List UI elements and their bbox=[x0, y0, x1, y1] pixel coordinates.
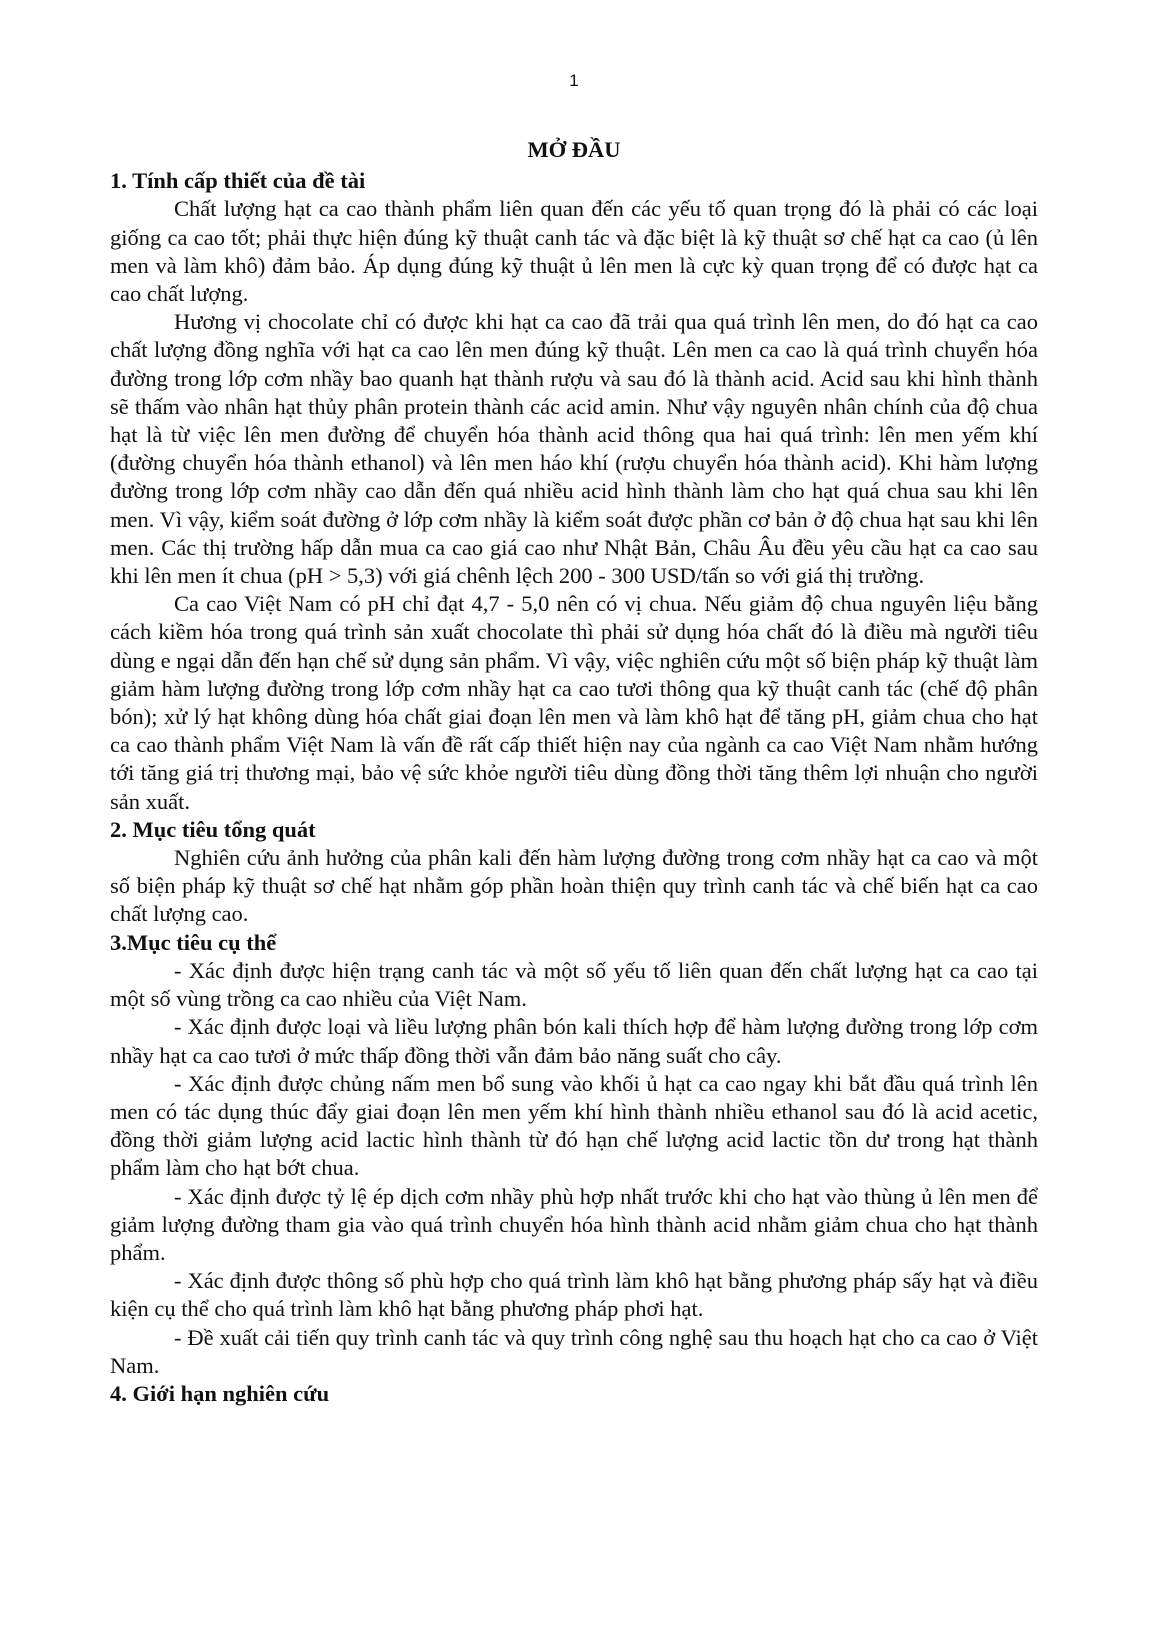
section-heading-specific-objectives: 3.Mục tiêu cụ thể bbox=[110, 929, 277, 955]
list-item: - Xác định được loại và liều lượng phân bón kali thích hợp để hàm lượng đường trong lớp cơm nhầy hạt ca cao tươi ở mức thấp đồng thời vẫn đảm bảo năng suất cho cây. bbox=[110, 1014, 1038, 1068]
list-item: - Xác định được hiện trạng canh tác và một số yếu tố liên quan đến chất lượng hạt ca cao tại một số vùng trồng ca cao nhiều của Việt Nam. bbox=[110, 957, 1038, 1012]
document-page bbox=[110, 70, 1038, 1408]
section-heading-general-objective: 2. Mục tiêu tổng quát bbox=[110, 816, 316, 842]
paragraph: Chất lượng hạt ca cao thành phẩm liên quan đến các yếu tố quan trọng đó là phải có các loại giống ca cao tốt; phải thực hiện đúng kỹ thuật canh tác và đặc biệt là kỹ thuật sơ chế hạt ca cao (ủ lên men và làm khô) đảm bảo. Áp dụng đúng kỹ thuật ủ lên men là cực kỳ quan trọng để có được hạt ca cao chất lượng. bbox=[110, 196, 1038, 307]
list-item: - Xác định được chủng nấm men bổ sung vào khối ủ hạt ca cao ngay khi bắt đầu quá trình lên men có tác dụng thúc đẩy giai đoạn lên men yếm khí hình thành nhiều ethanol sau đó là acid acetic, đồng thời giảm lượng acid lactic hình thành từ đó hạn chế lượng acid lactic tồn dư trong hạt thành phẩm làm cho hạt bớt chua. bbox=[110, 1070, 1038, 1181]
section-heading-research-scope: 4. Giới hạn nghiên cứu bbox=[110, 1380, 330, 1406]
list-item: - Đề xuất cải tiến quy trình canh tác và quy trình công nghệ sau thu hoạch hạt cho ca cao ở Việt Nam. bbox=[110, 1324, 1038, 1378]
section-heading-urgency: 1. Tính cấp thiết của đề tài bbox=[110, 168, 366, 194]
document-title: MỞ ĐẦU bbox=[527, 137, 621, 162]
paragraph: Nghiên cứu ảnh hưởng của phân kali đến hàm lượng đường trong cơm nhầy hạt ca cao và một số biện pháp kỹ thuật sơ chế hạt nhằm góp phần hoàn thiện quy trình canh tác và chế biến hạt ca cao chất lượng cao. bbox=[110, 845, 1038, 927]
paragraph: Hương vị chocolate chỉ có được khi hạt ca cao đã trải qua quá trình lên men, do đó hạt ca cao chất lượng đồng nghĩa với hạt ca cao lên men đúng kỹ thuật. Lên men ca cao là quá trình chuyển hóa đường trong lớp cơm nhầy bao quanh hạt thành rượu và sau đó là thành acid. Acid sau khi hình thành sẽ thấm vào nhân hạt thủy phân protein thành các acid amin. Như vậy nguyên nhân chính của độ chua hạt là từ việc lên men đường để chuyển hóa thành acid thông qua hai quá trình: lên men yếm khí (đường chuyển hóa thành ethanol) và lên men háo khí (rượu chuyển hóa thành acid). Khi hàm lượng đường trong lớp cơm nhầy cao dẫn đến quá nhiều acid hình thành làm cho hạt quá chua sau khi lên men. Vì vậy, kiểm soát đường ở lớp cơm nhầy là kiểm soát được phần cơ bản ở độ chua hạt sau khi lên men. Các thị trường hấp dẫn mua ca cao giá cao như Nhật Bản, Châu Âu đều yêu cầu hạt ca cao sau khi lên men ít chua (pH > 5,3) với giá chênh lệch 200 - 300 USD/tấn so với giá thị trường. bbox=[110, 309, 1038, 589]
list-item: - Xác định được tỷ lệ ép dịch cơm nhầy phù hợp nhất trước khi cho hạt vào thùng ủ lên men để giảm lượng đường tham gia vào quá trình chuyển hóa hình thành acid nhằm giảm chua cho hạt thành phẩm. bbox=[110, 1183, 1038, 1265]
page-number: 1 bbox=[569, 71, 579, 90]
list-item: - Xác định được thông số phù hợp cho quá trình làm khô hạt bằng phương pháp sấy hạt và điều kiện cụ thể cho quá trình làm khô hạt bằng phương pháp phơi hạt. bbox=[110, 1268, 1038, 1322]
paragraph: Ca cao Việt Nam có pH chỉ đạt 4,7 - 5,0 nên có vị chua. Nếu giảm độ chua nguyên liệu bằng cách kiềm hóa trong quá trình sản xuất chocolate thì phải sử dụng hóa chất đó là điều mà người tiêu dùng e ngại dẫn đến hạn chế sử dụng sản phẩm. Vì vậy, việc nghiên cứu một số biện pháp kỹ thuật làm giảm hàm lượng đường trong lớp cơm nhầy hạt ca cao tươi thông qua kỹ thuật canh tác (chế độ phân bón); xử lý hạt không dùng hóa chất giai đoạn lên men và làm khô hạt để tăng pH, giảm chua cho hạt ca cao thành phẩm Việt Nam là vấn đề rất cấp thiết hiện nay của ngành ca cao Việt Nam nhằm hướng tới tăng giá trị thương mại, bảo vệ sức khỏe người tiêu dùng đồng thời tăng thêm lợi nhuận cho người sản xuất. bbox=[110, 591, 1038, 814]
